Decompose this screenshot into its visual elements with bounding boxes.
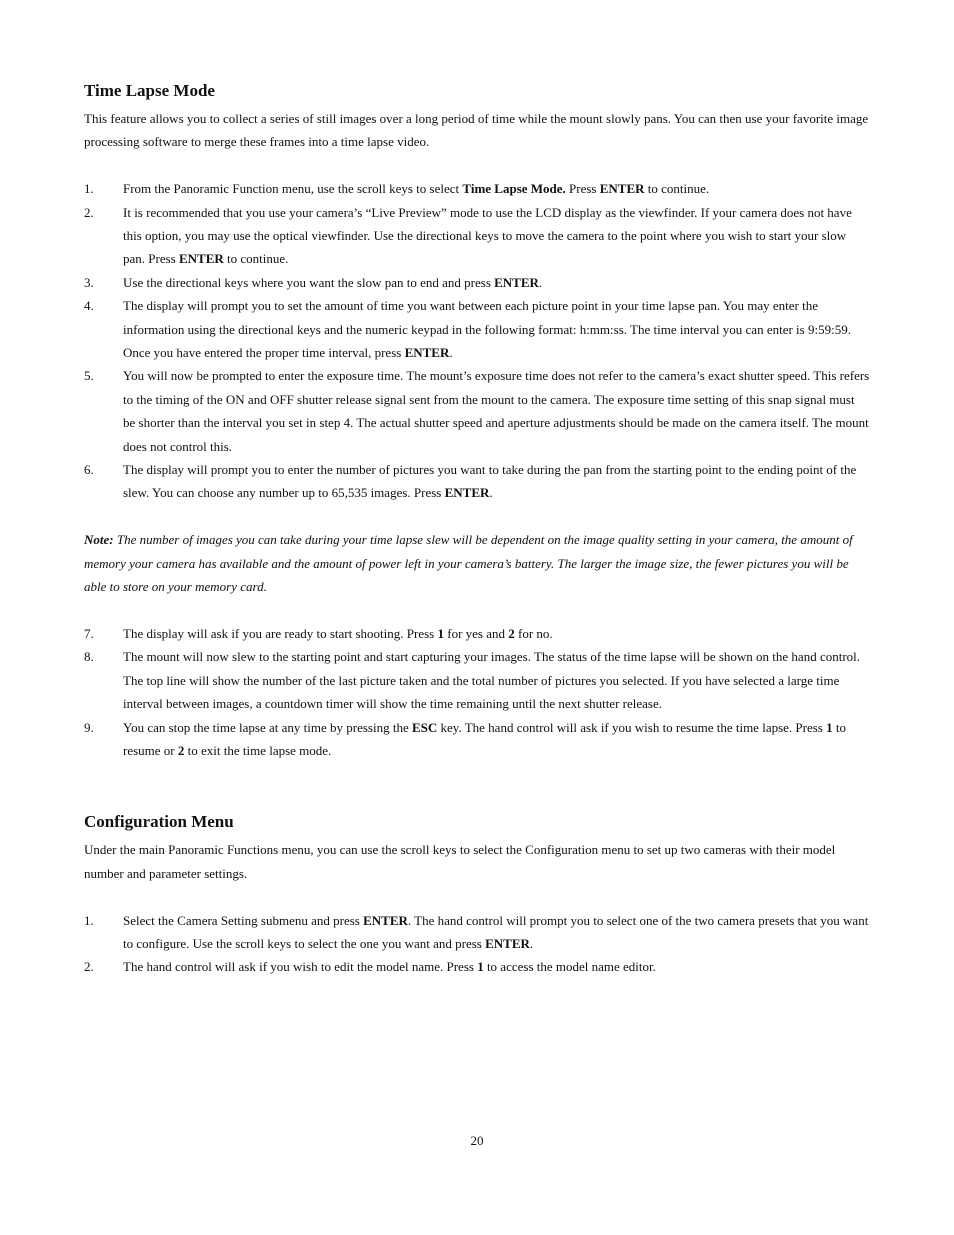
text: to resume or xyxy=(123,719,846,758)
text: The mount will now slew to the starting point and start capturing your images. The status of the time lapse will be shown on the hand control. The top line will show the number of the last picture taken and the total number of pictures you selected. If you have selected a large time interval between images, a countdown timer will show the time remaining until the next shutter release. xyxy=(123,649,861,712)
bold-text: ENTER xyxy=(404,345,450,361)
text: for yes and xyxy=(443,625,509,641)
text: The display will ask if you are ready to start shooting. Press xyxy=(123,625,438,641)
text: to exit the time lapse mode. xyxy=(184,742,332,758)
list-item xyxy=(84,201,870,271)
text: Press xyxy=(565,181,600,197)
list-number: 5. xyxy=(84,368,94,384)
list-number: 1. xyxy=(84,912,94,928)
bold-text: ENTER xyxy=(444,485,490,501)
bold-text: ENTER xyxy=(363,912,408,928)
list-item xyxy=(84,177,870,200)
list-number: 9. xyxy=(84,719,94,735)
text: key. The hand control will ask if you wish to resume the time lapse. Press xyxy=(437,719,827,735)
page-number: 20 xyxy=(470,1133,484,1148)
time-lapse-steps-b xyxy=(84,622,870,762)
text: Select the Camera Setting submenu and press xyxy=(123,912,364,928)
list-item xyxy=(84,909,870,956)
list-number: 6. xyxy=(84,462,94,478)
text: . xyxy=(449,345,453,361)
list-item xyxy=(84,364,870,458)
text: The display will prompt you to set the amount of time you want between each picture point in your time lapse pan. You may enter the information using the directional keys and the numeric keypad in the following format: h:mm:ss. The time interval you can enter is 9:59:59. Once you have entered the proper time interval, press xyxy=(123,298,851,361)
list-item xyxy=(84,294,870,364)
config-steps xyxy=(84,909,870,979)
text: for no. xyxy=(514,625,553,641)
list-number: 7. xyxy=(84,625,94,641)
bold-text: 2 xyxy=(177,742,185,758)
bold-text: ENTER xyxy=(599,181,645,197)
note-label: Note: xyxy=(84,532,114,548)
bold-text: Time Lapse Mode. xyxy=(462,181,566,197)
bold-text: ENTER xyxy=(494,274,539,290)
bold-text: ESC xyxy=(411,719,438,735)
note-text: The number of images you can take during your time lapse slew will be dependent on the image quality setting in your camera, the amount of memory your camera has available and the amount of power left in your camera’s battery. The larger the image size, the fewer pictures you will be able to store on your memory card. xyxy=(84,532,853,595)
list-item xyxy=(84,271,870,294)
text: You will now be prompted to enter the exposure time. The mount’s exposure time does not refer to the camera’s exact shutter speed. This refers to the timing of the ON and OFF shutter release signal sent from the mount to the camera. The exposure time setting of this snap signal must be shorter than the interval you set in step 4. The actual shutter speed and aperture adjustments should be made on the camera itself. The mount does not control this. xyxy=(123,368,870,454)
bold-text: 1 xyxy=(437,625,444,641)
list-item xyxy=(84,622,870,645)
text: . xyxy=(529,935,534,951)
bold-text: ENTER xyxy=(485,935,530,951)
intro-configuration: Under the main Panoramic Functions menu, you can use the scroll keys to select the Configuration menu to set up two cameras with their model number and parameter settings. xyxy=(84,842,836,881)
list-item xyxy=(84,955,870,978)
list-item xyxy=(84,458,870,505)
bold-text: ENTER xyxy=(178,251,224,267)
list-number: 1. xyxy=(84,181,94,197)
bold-text: 1 xyxy=(826,719,833,735)
intro-time-lapse: This feature allows you to collect a series of still images over a long period of time while the mount slowly pans. You can then use your favorite image processing software to merge these frames into a time lapse video. xyxy=(84,111,869,150)
bold-text: 2 xyxy=(508,625,515,641)
page-content xyxy=(84,78,870,979)
text: From the Panoramic Function menu, use the scroll keys to select xyxy=(123,181,463,197)
list-number: 2. xyxy=(84,959,94,975)
text: . xyxy=(538,274,543,290)
text: to access the model name editor. xyxy=(483,959,656,975)
text: . xyxy=(489,485,493,501)
bold-text: 1 xyxy=(477,959,484,975)
text: The hand control will ask if you wish to edit the model name. Press xyxy=(123,959,478,975)
list-item xyxy=(84,645,870,715)
text: Use the directional keys where you want the slow pan to end and press xyxy=(123,274,495,290)
list-item xyxy=(84,716,870,763)
text: You can stop the time lapse at any time by pressing the xyxy=(123,719,412,735)
list-number: 8. xyxy=(84,649,94,665)
text: . The hand control will prompt you to select one of the two camera presets that you want to configure. Use the scroll keys to select the one you want and press xyxy=(123,912,869,951)
text: to continue. xyxy=(223,251,289,267)
note-paragraph xyxy=(84,528,870,598)
section-title-time-lapse: Time Lapse Mode xyxy=(84,81,215,100)
text: to continue. xyxy=(644,181,710,197)
list-number: 2. xyxy=(84,204,94,220)
list-number: 4. xyxy=(84,298,94,314)
text: The display will prompt you to enter the number of pictures you want to take during the pan from the starting point to the ending point of the slew. You can choose any number up to 65,535 images. Press xyxy=(123,462,857,501)
text: It is recommended that you use your camera’s “Live Preview” mode to use the LCD display as the viewfinder. If your camera does not have this option, you may use the optical viewfinder. Use the directional keys to move the camera to the point where you wish to start your slow pan. Press xyxy=(123,204,852,267)
list-number: 3. xyxy=(84,274,94,290)
section-title-configuration: Configuration Menu xyxy=(84,812,234,832)
time-lapse-steps-a xyxy=(84,177,870,505)
